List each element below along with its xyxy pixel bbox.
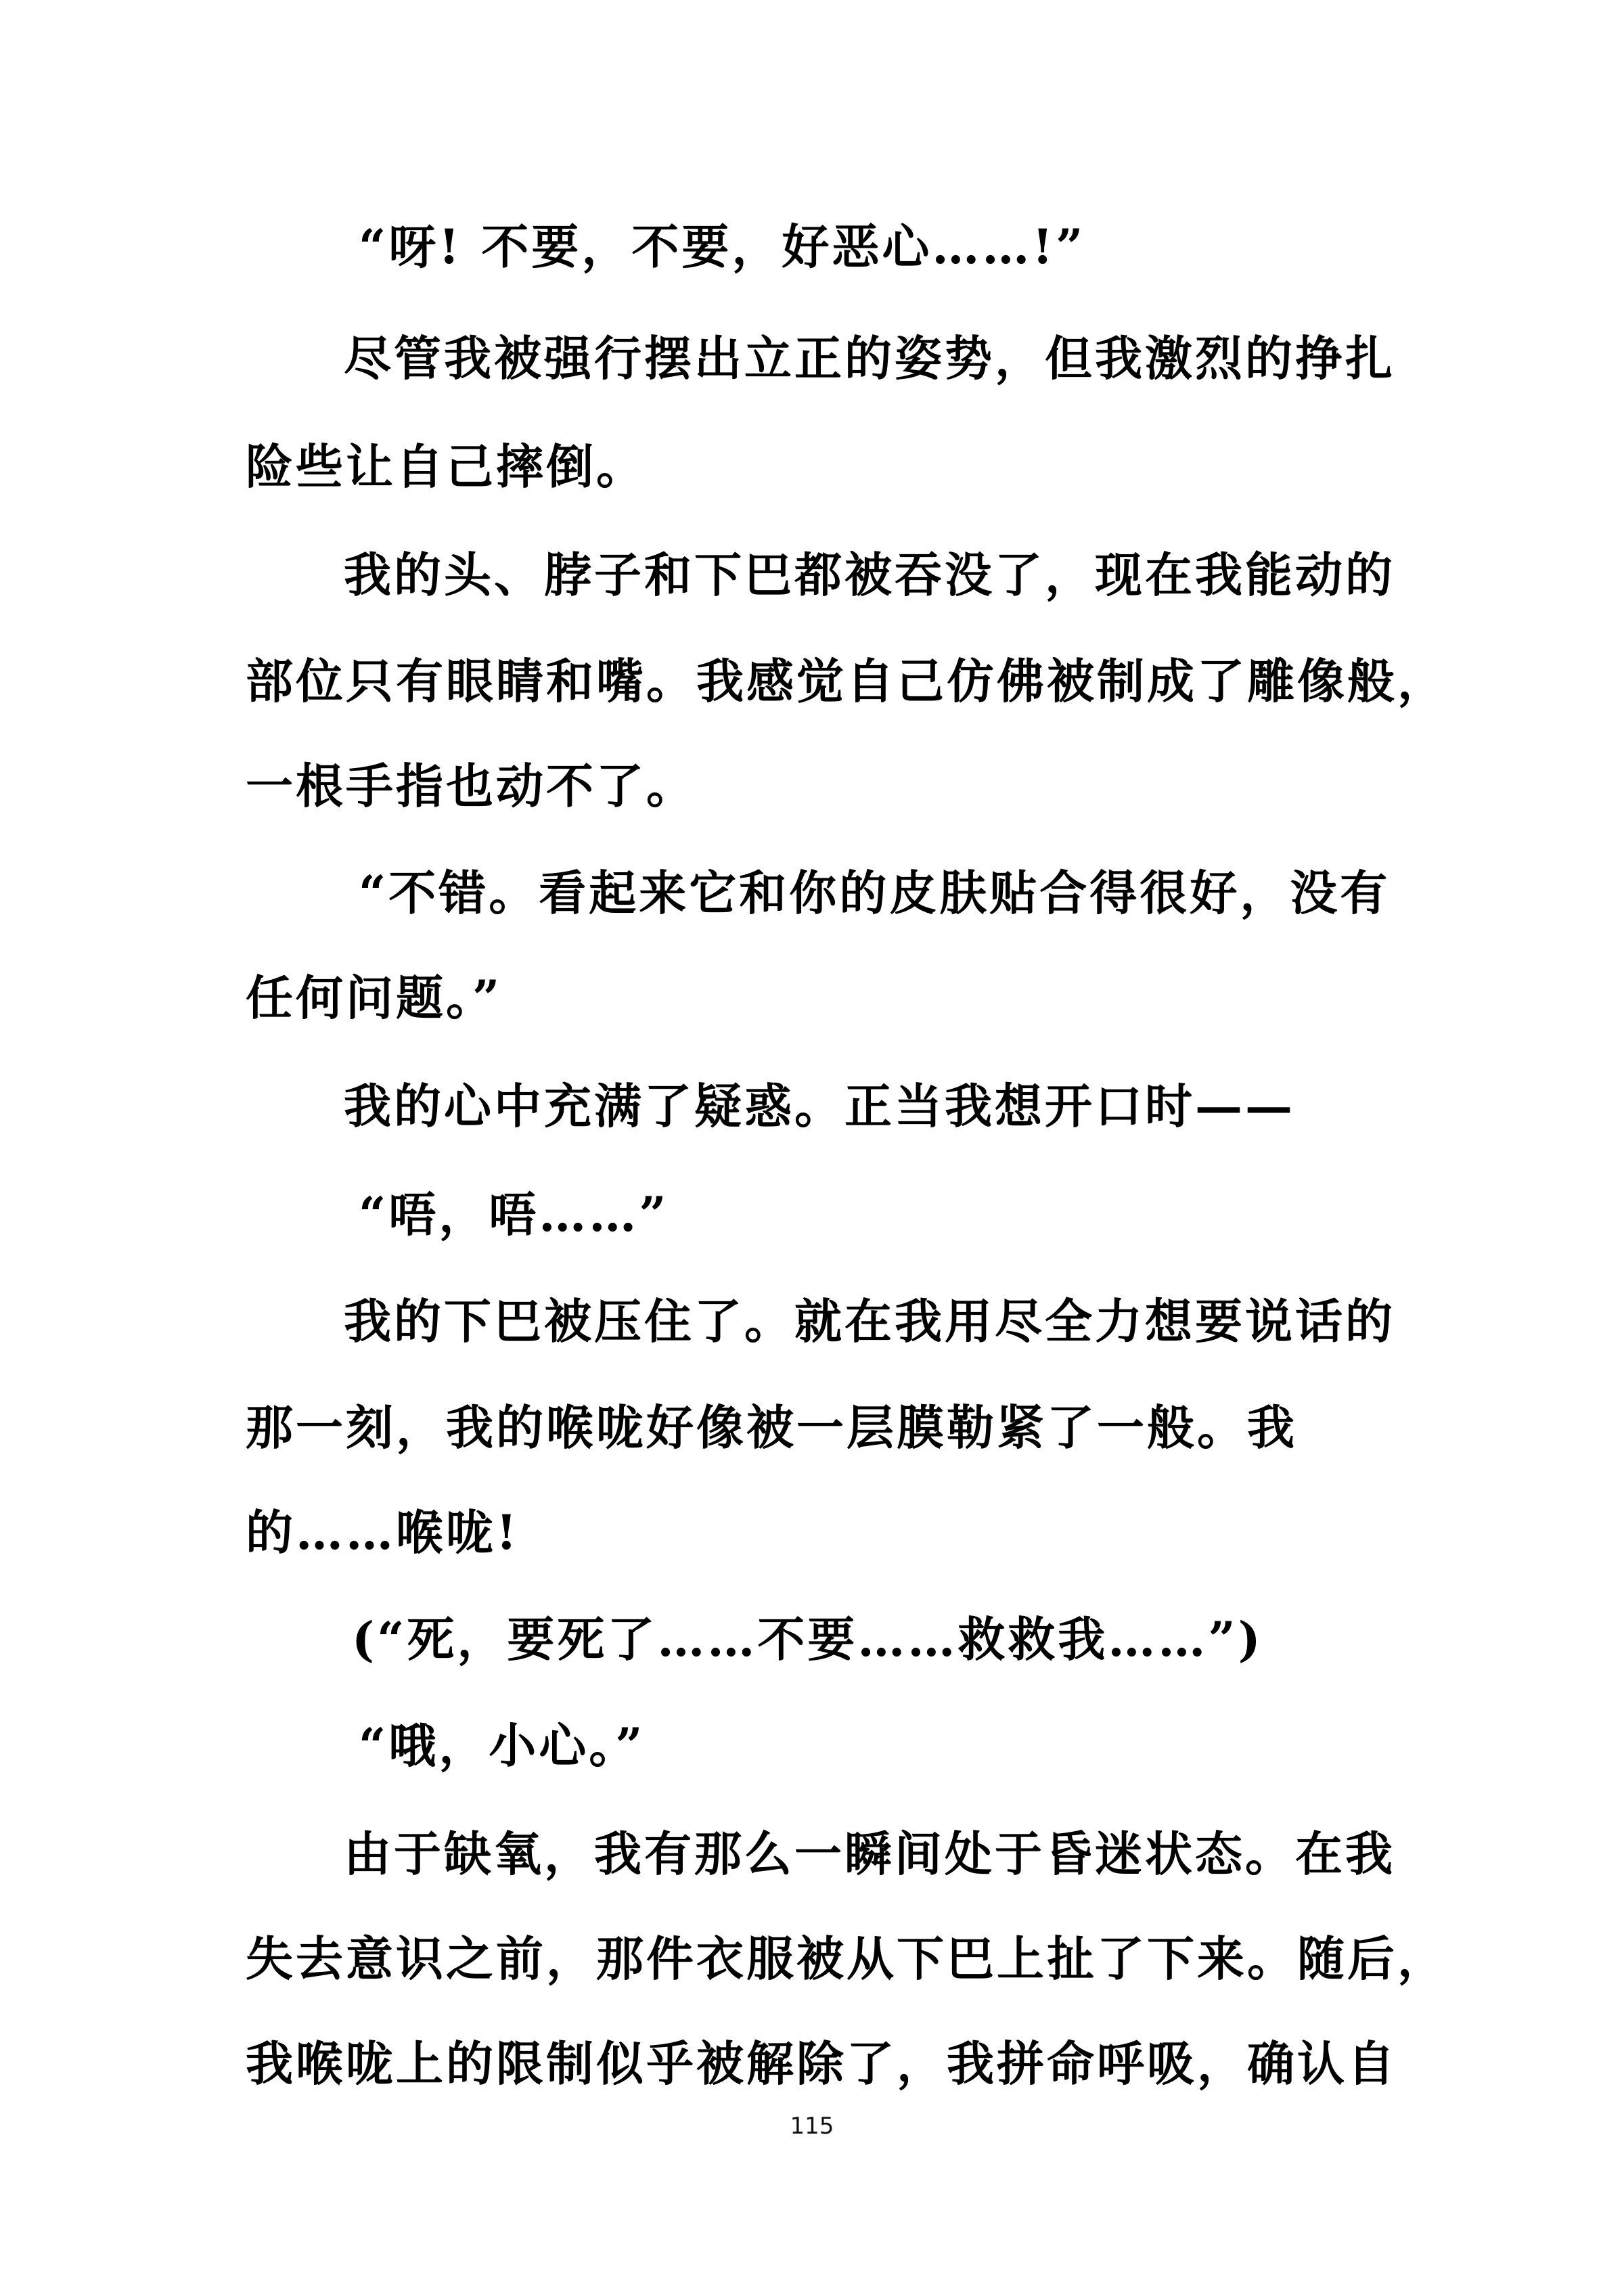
text-line: 部位只有眼睛和嘴。我感觉自己仿佛被制成了雕像般， (246, 653, 1447, 709)
page-number: 115 (790, 2113, 834, 2140)
text-line: 失去意识之前，那件衣服被从下巴上扯了下来。随后， (246, 1931, 1447, 1987)
text-line: 我的下巴被压住了。就在我用尽全力想要说话的 (344, 1293, 1395, 1349)
text-line: 我的心中充满了疑惑。正当我想开口时—— (344, 1078, 1295, 1134)
text-line: “唔，唔……” (359, 1186, 669, 1242)
text-line: “不错。看起来它和你的皮肤贴合得很好，没有 (359, 865, 1391, 921)
text-line: “呀! 不要，不要，好恶心……!” (359, 219, 1086, 275)
text-line: 险些让自己摔倒。 (246, 438, 646, 495)
text-line: 任何问题。” (246, 970, 503, 1026)
text-line: 的……喉咙! (246, 1504, 520, 1560)
text-line: (“死，要死了……不要……救救我……”) (352, 1611, 1263, 1667)
text-line: 一根手指也动不了。 (246, 758, 696, 814)
text-line: 我的头、脖子和下巴都被吞没了，现在我能动的 (344, 547, 1395, 603)
text-line: 由于缺氧，我有那么一瞬间处于昏迷状态。在我 (344, 1826, 1395, 1882)
text-line: 那一刻，我的喉咙好像被一层膜勒紧了一般。我 (246, 1399, 1297, 1456)
text-line: 我喉咙上的限制似乎被解除了，我拼命呼吸，确认自 (246, 2035, 1397, 2092)
text-line: “哦，小心。” (359, 1717, 646, 1774)
text-line: 尽管我被强行摆出立正的姿势，但我激烈的挣扎 (344, 330, 1395, 386)
